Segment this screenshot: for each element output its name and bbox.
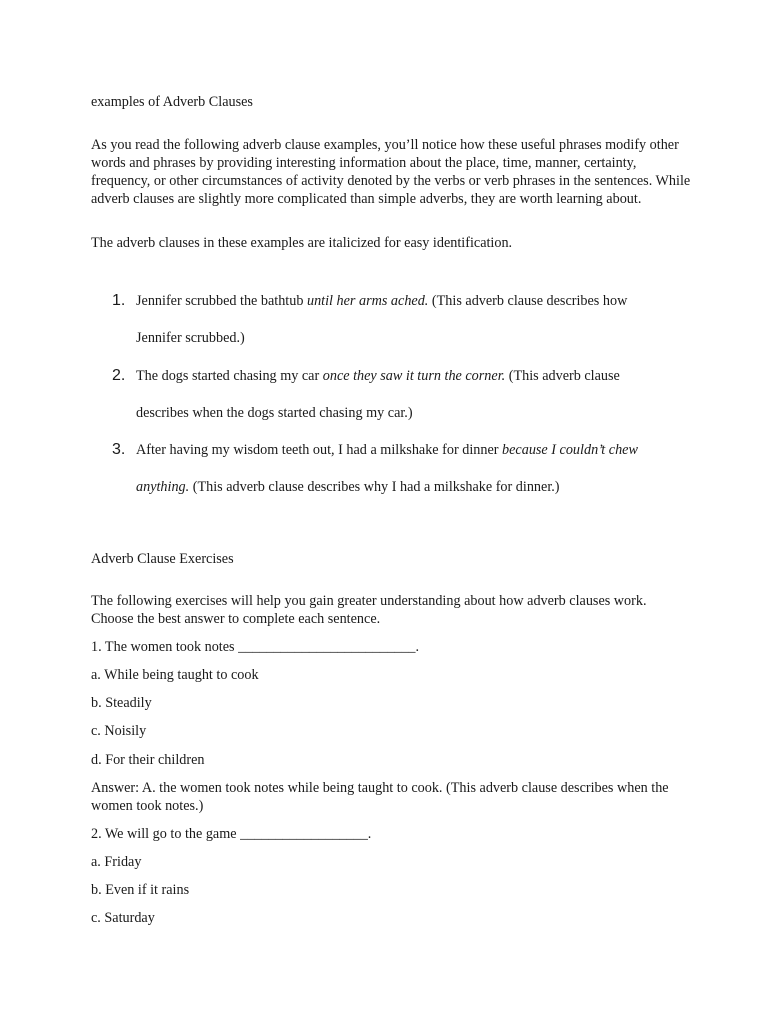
list-number: 1. bbox=[112, 292, 126, 309]
example-explanation: (This adverb clause describes how bbox=[428, 293, 628, 309]
example-line bbox=[136, 441, 638, 459]
adverb-clause: once they saw it turn the corner. bbox=[322, 368, 506, 384]
answer-option: b. Even if it rains bbox=[91, 882, 190, 898]
example-line bbox=[136, 367, 620, 385]
example-explanation: describes when the dogs started chasing my car.) bbox=[136, 405, 413, 421]
list-number: 3. bbox=[112, 441, 126, 458]
example-line bbox=[136, 329, 245, 347]
adverb-clause: until her arms ached. bbox=[306, 293, 429, 309]
example-explanation: Jennifer scrubbed.) bbox=[136, 330, 245, 346]
answer-option: d. For their children bbox=[91, 752, 205, 768]
example-text: The dogs started chasing my car bbox=[136, 368, 323, 384]
example-text: Jennifer scrubbed the bathtub bbox=[136, 293, 307, 309]
answer-option: b. Steadily bbox=[91, 695, 152, 711]
exercises-intro: The following exercises will help you gain greater understanding about how adverb clauses work. Choose the best answer to complete each sentence. bbox=[91, 593, 647, 627]
exercises-heading: Adverb Clause Exercises bbox=[91, 551, 234, 567]
example-text: After having my wisdom teeth out, I had a milkshake for dinner bbox=[136, 442, 503, 458]
answer-1: Answer: A. the women took notes while being taught to cook. (This adverb clause describes when the women took notes.) bbox=[91, 780, 669, 814]
list-number: 2. bbox=[112, 367, 126, 384]
example-line bbox=[136, 404, 413, 422]
example-line bbox=[136, 292, 627, 310]
answer-option: a. While being taught to cook bbox=[91, 667, 259, 683]
example-line bbox=[136, 478, 560, 496]
adverb-clause: because I couldn’t chew bbox=[502, 442, 638, 458]
answer-option: c. Noisily bbox=[91, 723, 147, 739]
question-1: 1. The women took notes _________________________. bbox=[91, 639, 420, 655]
italic-note: The adverb clauses in these examples are italicized for easy identification. bbox=[91, 235, 513, 251]
example-explanation: (This adverb clause bbox=[505, 368, 620, 384]
answer-option: c. Saturday bbox=[91, 910, 155, 926]
example-explanation: (This adverb clause describes why I had a milkshake for dinner.) bbox=[189, 479, 560, 495]
page-title: examples of Adverb Clauses bbox=[91, 94, 253, 110]
question-2: 2. We will go to the game __________________. bbox=[91, 826, 372, 842]
answer-option: a. Friday bbox=[91, 854, 142, 870]
adverb-clause: anything. bbox=[136, 479, 190, 495]
intro-paragraph: As you read the following adverb clause examples, you’ll notice how these useful phrases modify other words and phrases by providing interesting information about the place, time, manner, certainty, frequency, or other circumstances of activity denoted by the verbs or verb phrases in the sentences. While adverb clauses are slightly more complicated than simple adverbs, they are worth learning about. bbox=[91, 137, 691, 207]
